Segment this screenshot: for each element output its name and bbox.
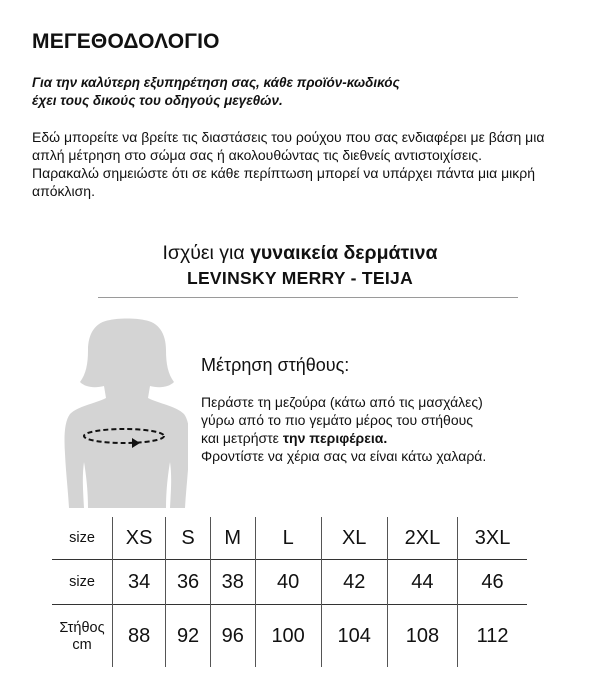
intro-line-1: Για την καλύτερη εξυπηρέτηση σας, κάθε προϊόν-κωδικός	[32, 75, 400, 90]
applies-to	[0, 240, 600, 266]
row-label: size	[69, 574, 95, 590]
description	[32, 128, 577, 200]
instruction-line-3-bold: την περιφέρεια.	[282, 430, 388, 446]
table-cell: L	[255, 517, 321, 560]
table-cell: 100	[255, 605, 321, 668]
measurement-title: Μέτρηση στήθους:	[201, 355, 350, 375]
size-table	[52, 517, 527, 667]
instruction-line-2: γύρω από το πιο γεμάτο μέρος του στήθους	[201, 412, 474, 428]
row-label-line-2: cm	[72, 637, 92, 653]
table-cell: 38	[210, 560, 255, 605]
row-label	[52, 605, 113, 668]
table-row	[52, 605, 527, 668]
table-cell: 108	[387, 605, 457, 668]
table-cell: 112	[458, 605, 527, 668]
table-cell: 104	[321, 605, 387, 668]
row-label-line-1: Στήθος	[59, 620, 105, 636]
table-cell: XL	[321, 517, 387, 560]
table-cell: 40	[255, 560, 321, 605]
table-cell: 34	[113, 560, 166, 605]
table-row	[52, 560, 527, 605]
table-cell: 44	[387, 560, 457, 605]
woman-bust-silhouette-icon	[58, 318, 188, 510]
table-cell: XS	[113, 517, 166, 560]
row-label: size	[69, 530, 95, 546]
description-paragraph-2: Παρακαλώ σημειώστε ότι σε κάθε περίπτωση μπορεί να υπάρχει πάντα μια μικρή απόκλιση.	[32, 165, 536, 199]
intro-note	[32, 74, 572, 110]
table-cell: M	[210, 517, 255, 560]
table-cell: 36	[166, 560, 211, 605]
measurement-instructions	[201, 393, 581, 465]
table-cell: 92	[166, 605, 211, 668]
table-cell: 46	[458, 560, 527, 605]
applies-category: γυναικεία δερμάτινα	[250, 242, 438, 264]
instruction-line-3	[201, 429, 581, 447]
table-cell: 3XL	[458, 517, 527, 560]
section-divider	[98, 297, 518, 298]
page-title: ΜΕΓΕΘΟΔΟΛΟΓΙΟ	[32, 30, 220, 53]
table-cell: S	[166, 517, 211, 560]
table-row	[52, 517, 527, 560]
instruction-line-1: Περάστε τη μεζούρα (κάτω από τις μασχάλες)	[201, 394, 483, 410]
table-cell: 88	[113, 605, 166, 668]
intro-line-2: έχει τους δικούς του οδηγούς μεγεθών.	[32, 93, 283, 108]
silhouette-body	[65, 319, 188, 509]
table-cell: 2XL	[387, 517, 457, 560]
instruction-line-3-prefix: και μετρήστε	[201, 430, 283, 446]
instruction-line-4: Φροντίστε να χέρια σας να είναι κάτω χαλαρά.	[201, 448, 487, 464]
table-cell: 42	[321, 560, 387, 605]
product-name: LEVINSKY MERRY - TEIJA	[186, 268, 414, 288]
applies-prefix: Ισχύει για	[162, 242, 251, 264]
table-cell: 96	[210, 605, 255, 668]
description-paragraph-1: Εδώ μπορείτε να βρείτε τις διαστάσεις του ρούχου που σας ενδιαφέρει με βάση μια απλή μέτρηση στο σώμα σας ή ακολουθώντας τις διεθνείς αντιστοιχίσεις.	[32, 129, 545, 163]
